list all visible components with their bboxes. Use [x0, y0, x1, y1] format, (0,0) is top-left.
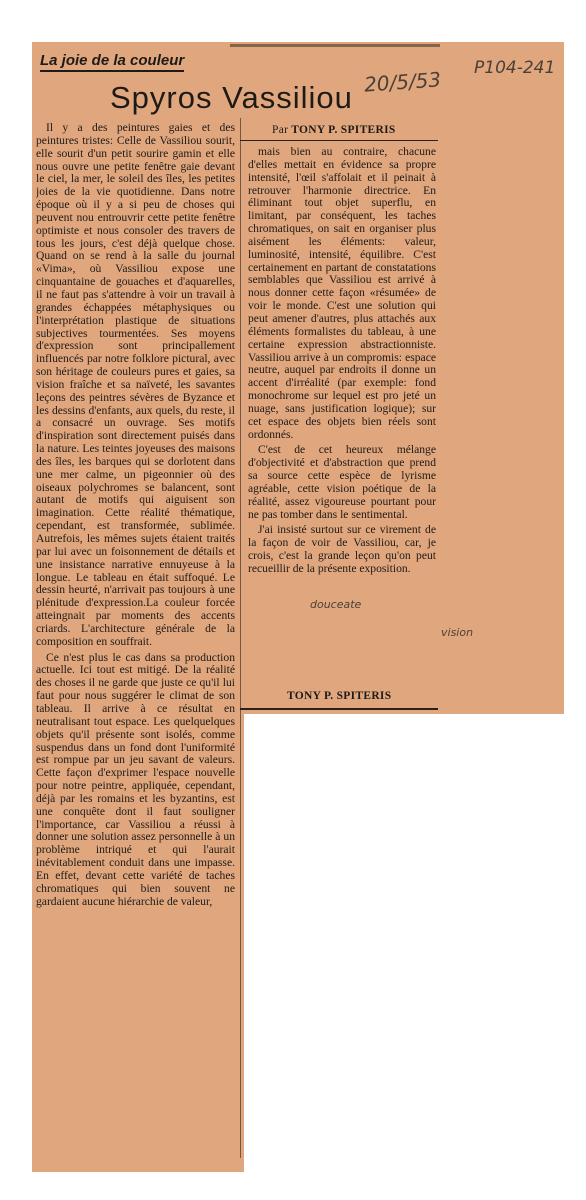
- byline: [272, 124, 396, 136]
- handwritten-reference: P104-241: [474, 58, 556, 78]
- byline-author: TONY P. SPITERIS: [291, 124, 396, 136]
- paragraph: mais bien au contraire, chacune d'elles mettait en évidence sa propre intensité, l'œil s'affolait et il peinait à retrouver l'harmonie directrice. En éliminant tout objet superflu, en limitant, par conséquent, les taches chromatiques, on sait en organiser plus aisément les éléments: valeur, luminosité, intensité, équilibre. C'est certainement en partant de constatations semblables que Vassiliou est arrivé à nous donner cette façon «résumée» de voir le monde. C'est une solution qui peut amener d'autres, plus attachés aux éléments formalistes du tableau, à une certaine expression abstractionniste. Vassiliou arrive à un compromis: espace neutre, auquel par endroits il donne un accent d'irréalité (par exemple: fond monochrome sur lequel est pro jeté un nuage, sans justification logique); sur cet espace des objets bien réels sont ordonnés.: [248, 146, 436, 441]
- byline-prefix: Par: [272, 124, 289, 136]
- byline-rule: [240, 140, 438, 141]
- article-column-left: [36, 122, 235, 1168]
- top-rule: [230, 44, 440, 47]
- paragraph: Ce n'est plus le cas dans sa production actuelle. Ici tout est mitigé. De la réalité des choses il ne garde que juste ce qu'il lui faut pour nous suggérer le climat de son tableau. Il arrive à ce résultat en neutralisant tout espace. Les quelquelques objets qu'il présente sont isolés, comme suspendus dans un fond dont l'uniformité est rompue par un jeu savant de valeurs. Cette façon d'exprimer l'espace nouvelle pour notre peintre, appliquée, cependant, déjà par les romains et les byzantins, est une conquête dont il faut souligner l'importance, car Vassiliou a réussi à donner une solution assez personnelle à un problème intriqué et qui l'aurait inévitablement conduit dans une impasse. En effet, devant cette variété de taches chromatiques qui bien souvent ne gardaient aucune hiérarchie de valeur,: [36, 650, 235, 908]
- handwritten-date: 20/5/53: [363, 67, 442, 97]
- column-separator: [240, 118, 241, 1158]
- paragraph: J'ai insisté surtout sur ce virement de la façon de voir de Vassiliou, car, je crois, c'est la grande leçon qu'on peut recueillir de la présente exposition.: [248, 523, 436, 575]
- paragraph: Il y a des peintures gaies et des peintures tristes: Celle de Vassiliou sourit, elle sourit d'un petit sourire gamin et elle nous ouvre une petite fenêtre gaie devant le ciel, la mer, le soleil des îles, les petites joies de la vie quotidienne. Dans notre époque où il y a si peu de choses qui peuvent nou entrouvrir cette petite fenêtre optimiste et nous consoler des travers de tous les jours, c'est déjà quelque chose. Quand on se rend à la salle du journal «Vima», où Vassiliou expose une cinquantaine de gouaches et d'aquarelles, il ne faut pas s'attendre à voir un travail à grandes échappées métaphysiques ou l'interprétation plastique de situations subjectives tourmentées. Ses moyens d'expression sont principallement influencés par notre folklore pictural, avec son héritage de couleurs pures et gaies, sa vision fraîche et sa naïveté, les savantes leçons des peintres sévères de Byzance et les dessins d'enfants, aux quels, du reste, il a consacré un ouvrage. Ses motifs d'inspiration sont directement puisés dans la nature. Les teintes joyeuses des maisons des îles, les barques qui se dorlotent dans une mer calme, un pigeonnier où des oiseaux polychromes se balancent, sont autant de motifs qui aiguisent son imagination. Cette réalité thématique, cependant, est transformée, sublimée. Autrefois, les mêmes sujets étaient traités par lui avec un foisonnement de détails et une insistance narrative ennuyeuse à la longue. Le tableau en était suffoqué. Le dessin heurté, n'arrivait pas toujours à une plénitude d'expression.La couleur forcée atteingnait par moments des accents criards. L'architecture générale de la composition en souffrait.: [36, 122, 235, 648]
- bottom-rule: [240, 708, 438, 710]
- section-kicker: La joie de la couleur: [40, 52, 184, 72]
- signature: TONY P. SPITERIS: [287, 690, 392, 702]
- article-title: Spyros Vassiliou: [110, 80, 353, 115]
- handwritten-margin-word: douceate: [310, 598, 362, 611]
- handwritten-margin-vision: vision: [441, 626, 474, 639]
- paragraph: C'est de cet heureux mélange d'objectivité et d'abstraction que prend sa source cette espèce de lyrisme agréable, cette vision poétique de la réalité, assez vigoureuse pourtant pour ne pas tomber dans le sentimental.: [248, 443, 436, 521]
